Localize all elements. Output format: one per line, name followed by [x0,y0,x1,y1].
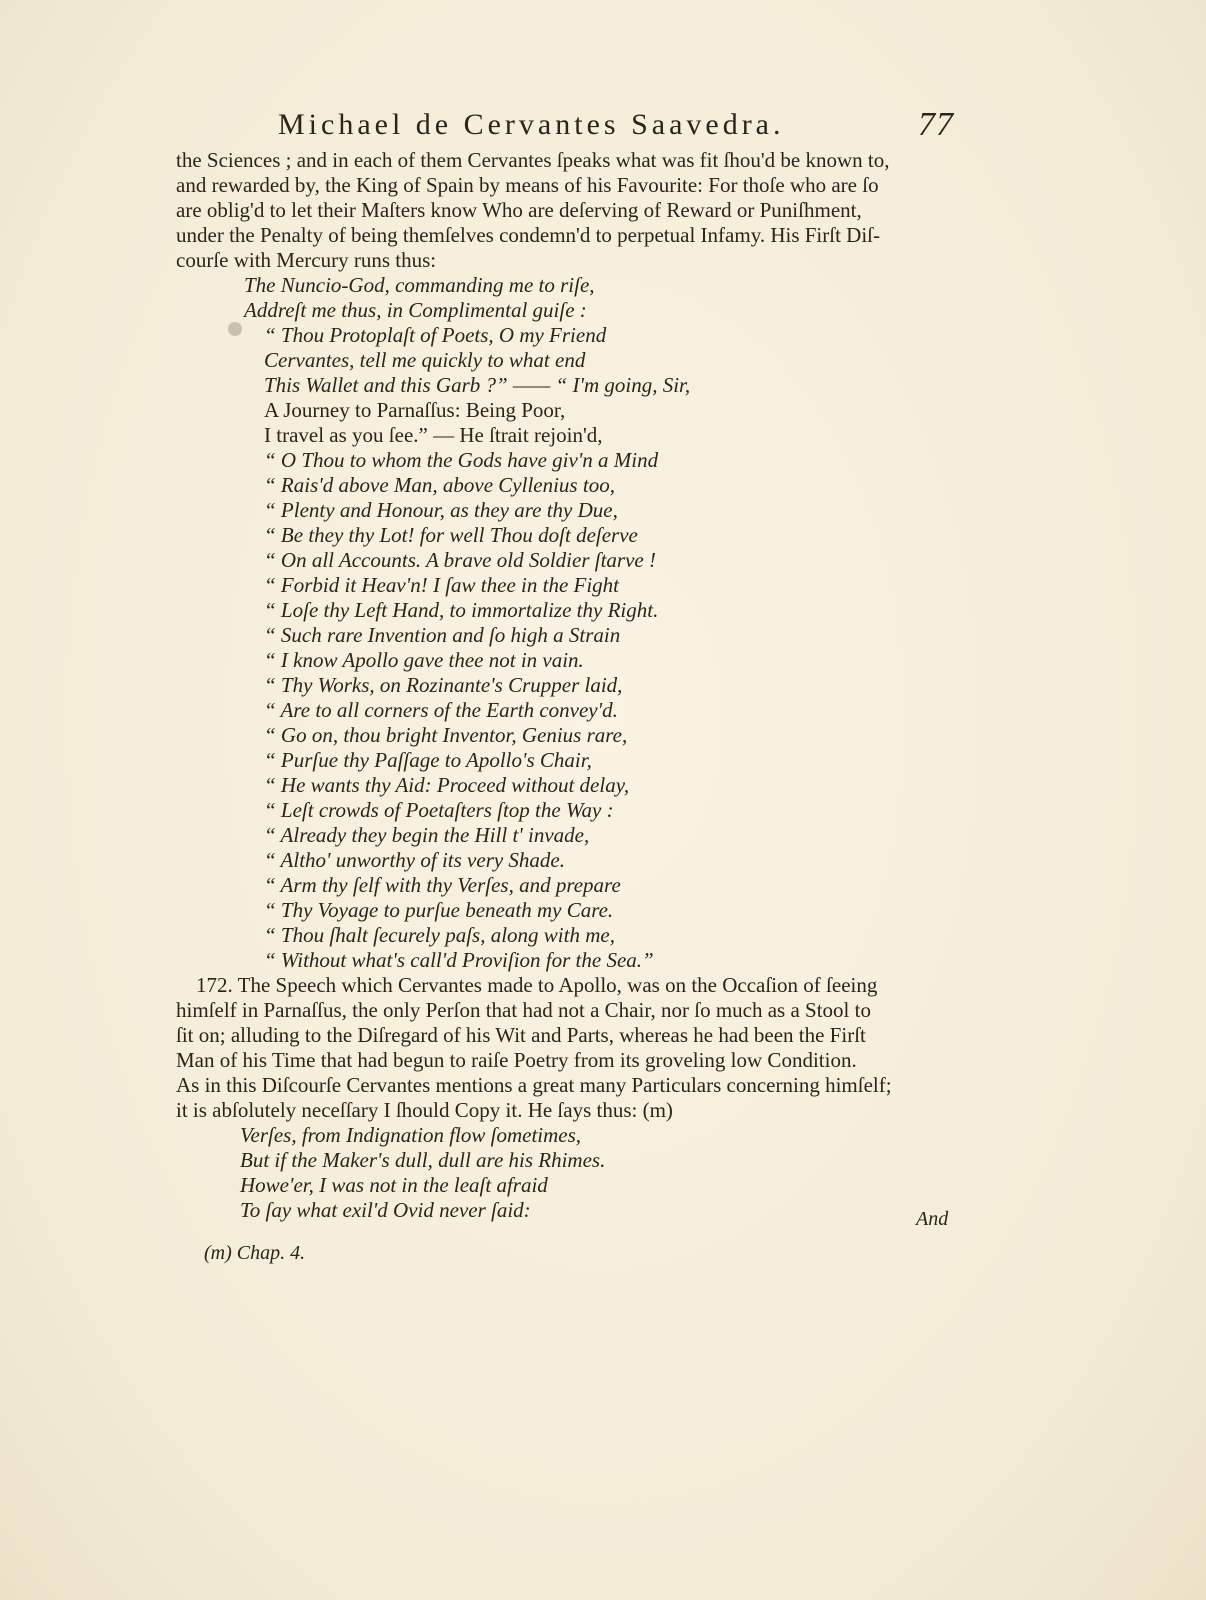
verse-line: This Wallet and this Garb ?” —— “ I'm going, Sir, [264,373,691,397]
verse-line: I travel as you ſee.” — He ſtrait rejoin'd, [264,423,603,447]
running-title: Michael de Cervantes Saavedra. [278,108,785,141]
verse-line: “ Rais'd above Man, above Cyllenius too, [264,473,615,497]
text-line: are oblig'd to let their Maſters know Who are deſerving of Reward or Puniſhment, [176,198,862,222]
verse-line: To ſay what exil'd Ovid never ſaid: [240,1198,531,1222]
verse-line: “ Thou Protoplaſt of Poets, O my Friend [264,323,607,347]
verse-line: “ Without what's call'd Proviſion for the Sea.” [264,948,654,972]
verse-line: “ Forbid it Heav'n! I ſaw thee in the Fight [264,573,620,597]
verse-line: “ Are to all corners of the Earth convey'd. [264,698,618,722]
text-line: As in this Diſcourſe Cervantes mentions a great many Particulars concerning himſelf; [176,1073,892,1097]
verse-line: Cervantes, tell me quickly to what end [264,348,586,372]
verse-line: “ Such rare Invention and ſo high a Strain [264,623,621,647]
verse-line: “ O Thou to whom the Gods have giv'n a Mind [264,448,659,472]
footnote: (m) Chap. 4. [204,1242,306,1264]
verse-line: Howe'er, I was not in the leaſt afraid [240,1173,548,1197]
running-header [278,108,968,142]
verse-line: “ Already they begin the Hill t' invade, [264,823,590,847]
verse-line: Verſes, from Indignation flow ſometimes, [240,1123,582,1147]
text-line: himſelf in Parnaſſus, the only Perſon that had not a Chair, nor ſo much as a Stool to [176,998,871,1022]
verse-line: “ Go on, thou bright Inventor, Genius rare, [264,723,628,747]
ink-stain [228,322,242,336]
text-line: and rewarded by, the King of Spain by means of his Favourite: For thoſe who are ſo [176,173,879,197]
text-line: the Sciences ; and in each of them Cervantes ſpeaks what was fit ſhou'd be known to, [176,148,890,172]
text-line: courſe with Mercury runs thus: [176,248,437,272]
verse-line: The Nuncio-God, commanding me to riſe, [244,273,595,297]
text-line: it is abſolutely neceſſary I ſhould Copy it. He ſays thus: (m) [176,1098,673,1122]
verse-line: “ I know Apollo gave thee not in vain. [264,648,584,672]
verse-line: “ Thy Voyage to purſue beneath my Care. [264,898,614,922]
verse-line: But if the Maker's dull, dull are his Rhimes. [240,1148,606,1172]
verse-line: “ Purſue thy Paſſage to Apollo's Chair, [264,748,592,772]
verse-line: “ Arm thy ſelf with thy Verſes, and prepare [264,873,621,897]
page-number: 77 [918,106,954,143]
text-line: under the Penalty of being themſelves condemn'd to perpetual Infamy. His Firſt Diſ- [176,223,881,247]
verse-line: “ Loſe thy Left Hand, to immortalize thy Right. [264,598,659,622]
verse-line: “ Be they thy Lot! for well Thou doſt deſerve [264,523,638,547]
verse-line: “ Thou ſhalt ſecurely paſs, along with me, [264,923,615,947]
verse-line: “ On all Accounts. A brave old Soldier ſtarve ! [264,548,656,572]
text-line: 172. The Speech which Cervantes made to Apollo, was on the Occaſion of ſeeing [196,973,878,997]
verse-line: A Journey to Parnaſſus: Being Poor, [264,398,566,422]
verse-line: Addreſt me thus, in Complimental guiſe : [244,298,587,322]
catchword: And [916,1208,949,1230]
verse-line: “ Leſt crowds of Poetaſters ſtop the Way : [264,798,614,822]
verse-line: “ Altho' unworthy of its very Shade. [264,848,566,872]
verse-line: “ Thy Works, on Rozinante's Crupper laid, [264,673,623,697]
text-line: Man of his Time that had begun to raiſe Poetry from its groveling low Condition. [176,1048,857,1072]
verse-line: “ He wants thy Aid: Proceed without delay, [264,773,630,797]
text-line: ſit on; alluding to the Diſregard of his Wit and Parts, whereas he had been the Firſt [176,1023,866,1047]
verse-line: “ Plenty and Honour, as they are thy Due, [264,498,618,522]
